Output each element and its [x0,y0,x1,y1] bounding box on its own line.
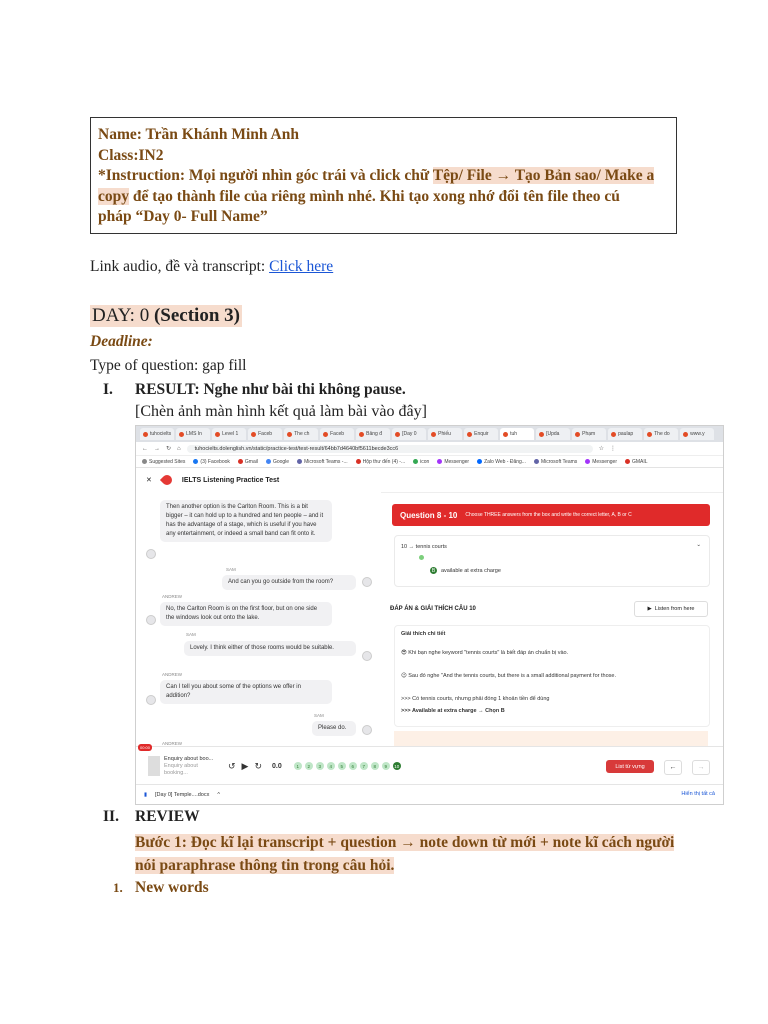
explanation-line: >>> Available at extra charge → Chọn B [401,708,505,714]
explanation-title: Giải thích chi tiết [401,631,446,637]
browser-tab-bar [136,426,723,442]
bookmark-item[interactable]: Gmail [238,459,258,465]
choice-text: available at extra charge [441,568,501,574]
favicon-icon [143,432,148,437]
chat-bubble: Then another option is the Carlton Room. This is a bit bigger – it can hold up to a hundred and ten people – and it has the advantage of a stage, which is useful if you have any entertainment, or indeed a small band can fit onto it. [160,500,332,542]
bookmark-icon [437,459,442,464]
tab-label: tuh [510,431,518,437]
browser-tab[interactable] [212,428,246,440]
question-type: Type of question: gap fill [90,357,247,374]
tab-label: [Upda [546,431,560,437]
explanation-line: 😉 Sau đó nghe "And the tennis courts, but there is a small additional payment for those. [401,673,616,679]
favicon-icon [251,432,256,437]
listen-from-here-button[interactable]: ▶ Listen from here [634,601,708,617]
highlight-area [394,731,708,746]
favicon-icon [395,432,400,437]
audio-player [136,746,723,785]
result-screenshot [135,425,724,805]
avatar [146,549,156,559]
tab-label: Bảng đ [366,431,382,437]
favicon-icon [467,432,472,437]
bookmark-item[interactable]: Messenger [585,459,617,465]
favicon-icon [647,432,652,437]
chat-bubble: Lovely. I think either of those rooms would be suitable. [184,641,356,656]
bookmark-item[interactable]: GMAIL [625,459,648,465]
deadline-label: Deadline: [90,333,153,350]
bookmark-item[interactable]: Google [266,459,289,465]
document-icon: ▮ [144,791,148,798]
chat-bubble: Can I tell you about some of the options we offer in addition? [160,680,332,704]
download-file[interactable]: [Day 0] Temple....docx [155,791,210,798]
chat-bubble: No, the Carlton Room is on the first floor, but on one side the windows look out onto the lake. [160,602,332,626]
next-icon[interactable]: → [692,760,710,775]
browser-tab[interactable] [392,428,426,440]
bookmark-icon [625,459,630,464]
browser-tab[interactable] [320,428,354,440]
tab-label: www.y [690,431,705,437]
chat-bubble: And can you go outside from the room? [222,575,356,590]
forward-icon[interactable]: ↻ [254,760,263,771]
bookmark-icon [356,459,361,464]
bookmark-item[interactable]: Suggested Sites [142,459,185,465]
browser-tab[interactable] [680,428,714,440]
bookmark-item[interactable]: Hộp thư đến (4) -... [356,459,406,465]
tab-label: The do [654,431,670,437]
question-number[interactable]: 2 [305,762,313,770]
explanation-heading: ĐÁP ÁN & GIẢI THÍCH CÂU 10 [390,606,476,612]
favicon-icon [575,432,580,437]
bookmark-icon [534,459,539,464]
tab-label: LMS In [186,431,202,437]
favicon-icon [287,432,292,437]
avatar [362,577,372,587]
close-icon[interactable]: ✕ [146,477,152,484]
tab-label: [Day 0 [402,431,417,437]
answer-card[interactable] [394,535,710,587]
avatar [362,725,372,735]
avatar [362,651,372,661]
time-readout: 0.0 [272,762,282,770]
reload-icon[interactable]: ↻ [166,446,172,452]
question-number[interactable]: 1 [294,762,302,770]
student-name: Name: Trần Khánh Minh Anh [98,126,299,143]
browser-tab[interactable] [428,428,462,440]
bookmark-icon [266,459,271,464]
option-dot [419,555,424,560]
tab-label: Phiếu [438,431,451,437]
track-title: Enquiry about boo... Enquiry about booking... [164,755,214,776]
favicon-icon [539,432,544,437]
avatar [146,695,156,705]
bookmark-item[interactable]: icon [413,459,429,465]
logo-icon [160,473,174,487]
browser-tab[interactable] [464,428,498,440]
screenshot-placeholder-text: [Chèn ảnh màn hình kết quả làm bài vào đây] [135,403,427,420]
browser-tab[interactable] [140,428,174,440]
question-number[interactable]: 9 [382,762,390,770]
app-header [136,468,723,493]
choice-badge: B [431,567,436,574]
tab-label: Enquir [474,431,489,437]
tab-label: Phạm [582,431,596,437]
answer-label: 10 → tennis courts [401,544,447,550]
favicon-icon [179,432,184,437]
play-icon: ▶ [647,606,652,612]
url-field[interactable]: tuhocielts.dolenglish.vn/static/practice-test/test-result/64bb7d4640bf5611becde3cc6 [187,445,593,453]
app-title: IELTS Listening Practice Test [181,476,280,484]
chevron-up-icon[interactable]: ^ [217,791,220,798]
explanation-line: >>> Có tennis courts, nhưng phải đóng 1 khoản tiền để dùng [401,696,550,702]
favicon-icon [431,432,436,437]
student-class: Class:IN2 [98,146,164,164]
chevron-down-icon[interactable]: ⌄ [696,542,701,548]
bookmark-item[interactable]: Messenger [437,459,469,465]
day-heading: DAY: 0 (Section 3) [92,305,240,326]
rewind-icon[interactable]: ↺ [228,760,236,771]
question-number[interactable]: 10 [394,763,400,769]
play-icon[interactable]: ▶ [241,760,249,771]
bookmark-icon [413,459,418,464]
bookmark-item[interactable]: (3) Facebook [193,459,229,465]
speaker-label: SAM [314,713,324,718]
tab-label: Faceb [330,431,345,437]
speaker-label: ANDREW [162,741,182,746]
bookmark-icon [297,459,302,464]
question-number[interactable]: 6 [349,762,357,770]
tab-label: paulap [618,431,634,437]
speaker-label: ANDREW [162,672,182,677]
bookmark-icon [193,459,198,464]
explanation-box [394,625,710,727]
browser-tab[interactable] [644,428,678,440]
question-number[interactable]: 7 [360,762,368,770]
back-icon[interactable]: ← [142,445,148,452]
browser-tab[interactable] [536,428,570,440]
question-number[interactable]: 5 [338,762,346,770]
vocab-list-button[interactable]: List từ vựng [606,760,654,773]
show-all-link[interactable]: Hiển thị tất cả [681,791,715,797]
instruction-box [90,117,677,234]
speaker-label: SAM [186,632,196,637]
tab-label: The ch [294,431,310,437]
question-number[interactable]: 4 [327,762,335,770]
favicon-icon [359,432,364,437]
track-thumbnail [148,756,160,776]
explanation-line: 😎 Khi bạn nghe keyword "tennis courts" là biết đáp án chuẩn bị vào. [401,650,569,656]
favicon-icon [323,432,328,437]
favicon-icon [215,432,220,437]
bookmark-item[interactable]: Zalo Web - Đăng... [477,459,526,465]
question-navigator [294,762,401,770]
speaker-label: SAM [226,567,236,572]
bookmark-icon [477,459,482,464]
tab-label: Faceb [258,431,273,437]
chat-bubble: Please do. [312,721,356,736]
bookmark-item[interactable]: Microsoft Teams [534,459,577,465]
bookmark-icon [142,459,147,464]
browser-tab[interactable] [356,428,390,440]
instruction-text: *Instruction: Mọi người nhìn góc trái và click chữ Tệp/ File → Tạo Bản sao/ Make a copy để tạo thành file của riêng mình nhé. Khi tạo xong nhớ đổi tên file theo cú pháp “Day 0- Full Name” [98,167,655,225]
tab-label: Level 1 [222,431,239,437]
question-number[interactable]: 8 [371,762,379,770]
bookmarks-bar [136,456,723,468]
favicon-icon [611,432,616,437]
browser-tab[interactable] [284,428,318,440]
browser-address-bar [136,442,723,456]
click-here-link[interactable]: Click here [269,258,334,275]
new-words-heading: 1. New words [113,879,209,896]
question-number[interactable]: 3 [316,762,324,770]
question-panel [386,491,716,746]
browser-tab[interactable] [176,428,210,440]
bookmark-icon [585,459,590,464]
browser-tab[interactable] [572,428,606,440]
favicon-icon [503,432,508,437]
bookmark-icon [238,459,243,464]
bookmark-item[interactable]: Microsoft Teams -... [297,459,348,465]
browser-tab[interactable] [608,428,642,440]
speaker-label: ANDREW [162,594,182,599]
browser-tab[interactable] [248,428,282,440]
favicon-icon [683,432,688,437]
forward-icon[interactable]: → [154,445,160,452]
transcript-panel [136,491,381,746]
timer-badge: 00:00 [140,745,151,750]
home-icon[interactable]: ⌂ [177,445,181,452]
prev-icon[interactable]: ← [664,760,682,775]
menu-icon[interactable]: ⋮ [610,446,617,452]
star-icon[interactable]: ☆ [598,446,605,452]
avatar [146,615,156,625]
browser-tab[interactable] [500,428,534,440]
audio-link-line: Link audio, đề và transcript: Click here [90,258,334,275]
question-banner: Question 8 - 10 Choose THREE answers from the box and write the correct letter, A, B or C [392,504,710,526]
downloads-bar [136,784,723,804]
review-step-1: Bước 1: Đọc kĩ lại transcript + question → note down từ mới + note kĩ cách người nói paraphrase thông tin trong câu hỏi. [135,834,675,874]
tab-label: tuhocielts [150,431,172,437]
